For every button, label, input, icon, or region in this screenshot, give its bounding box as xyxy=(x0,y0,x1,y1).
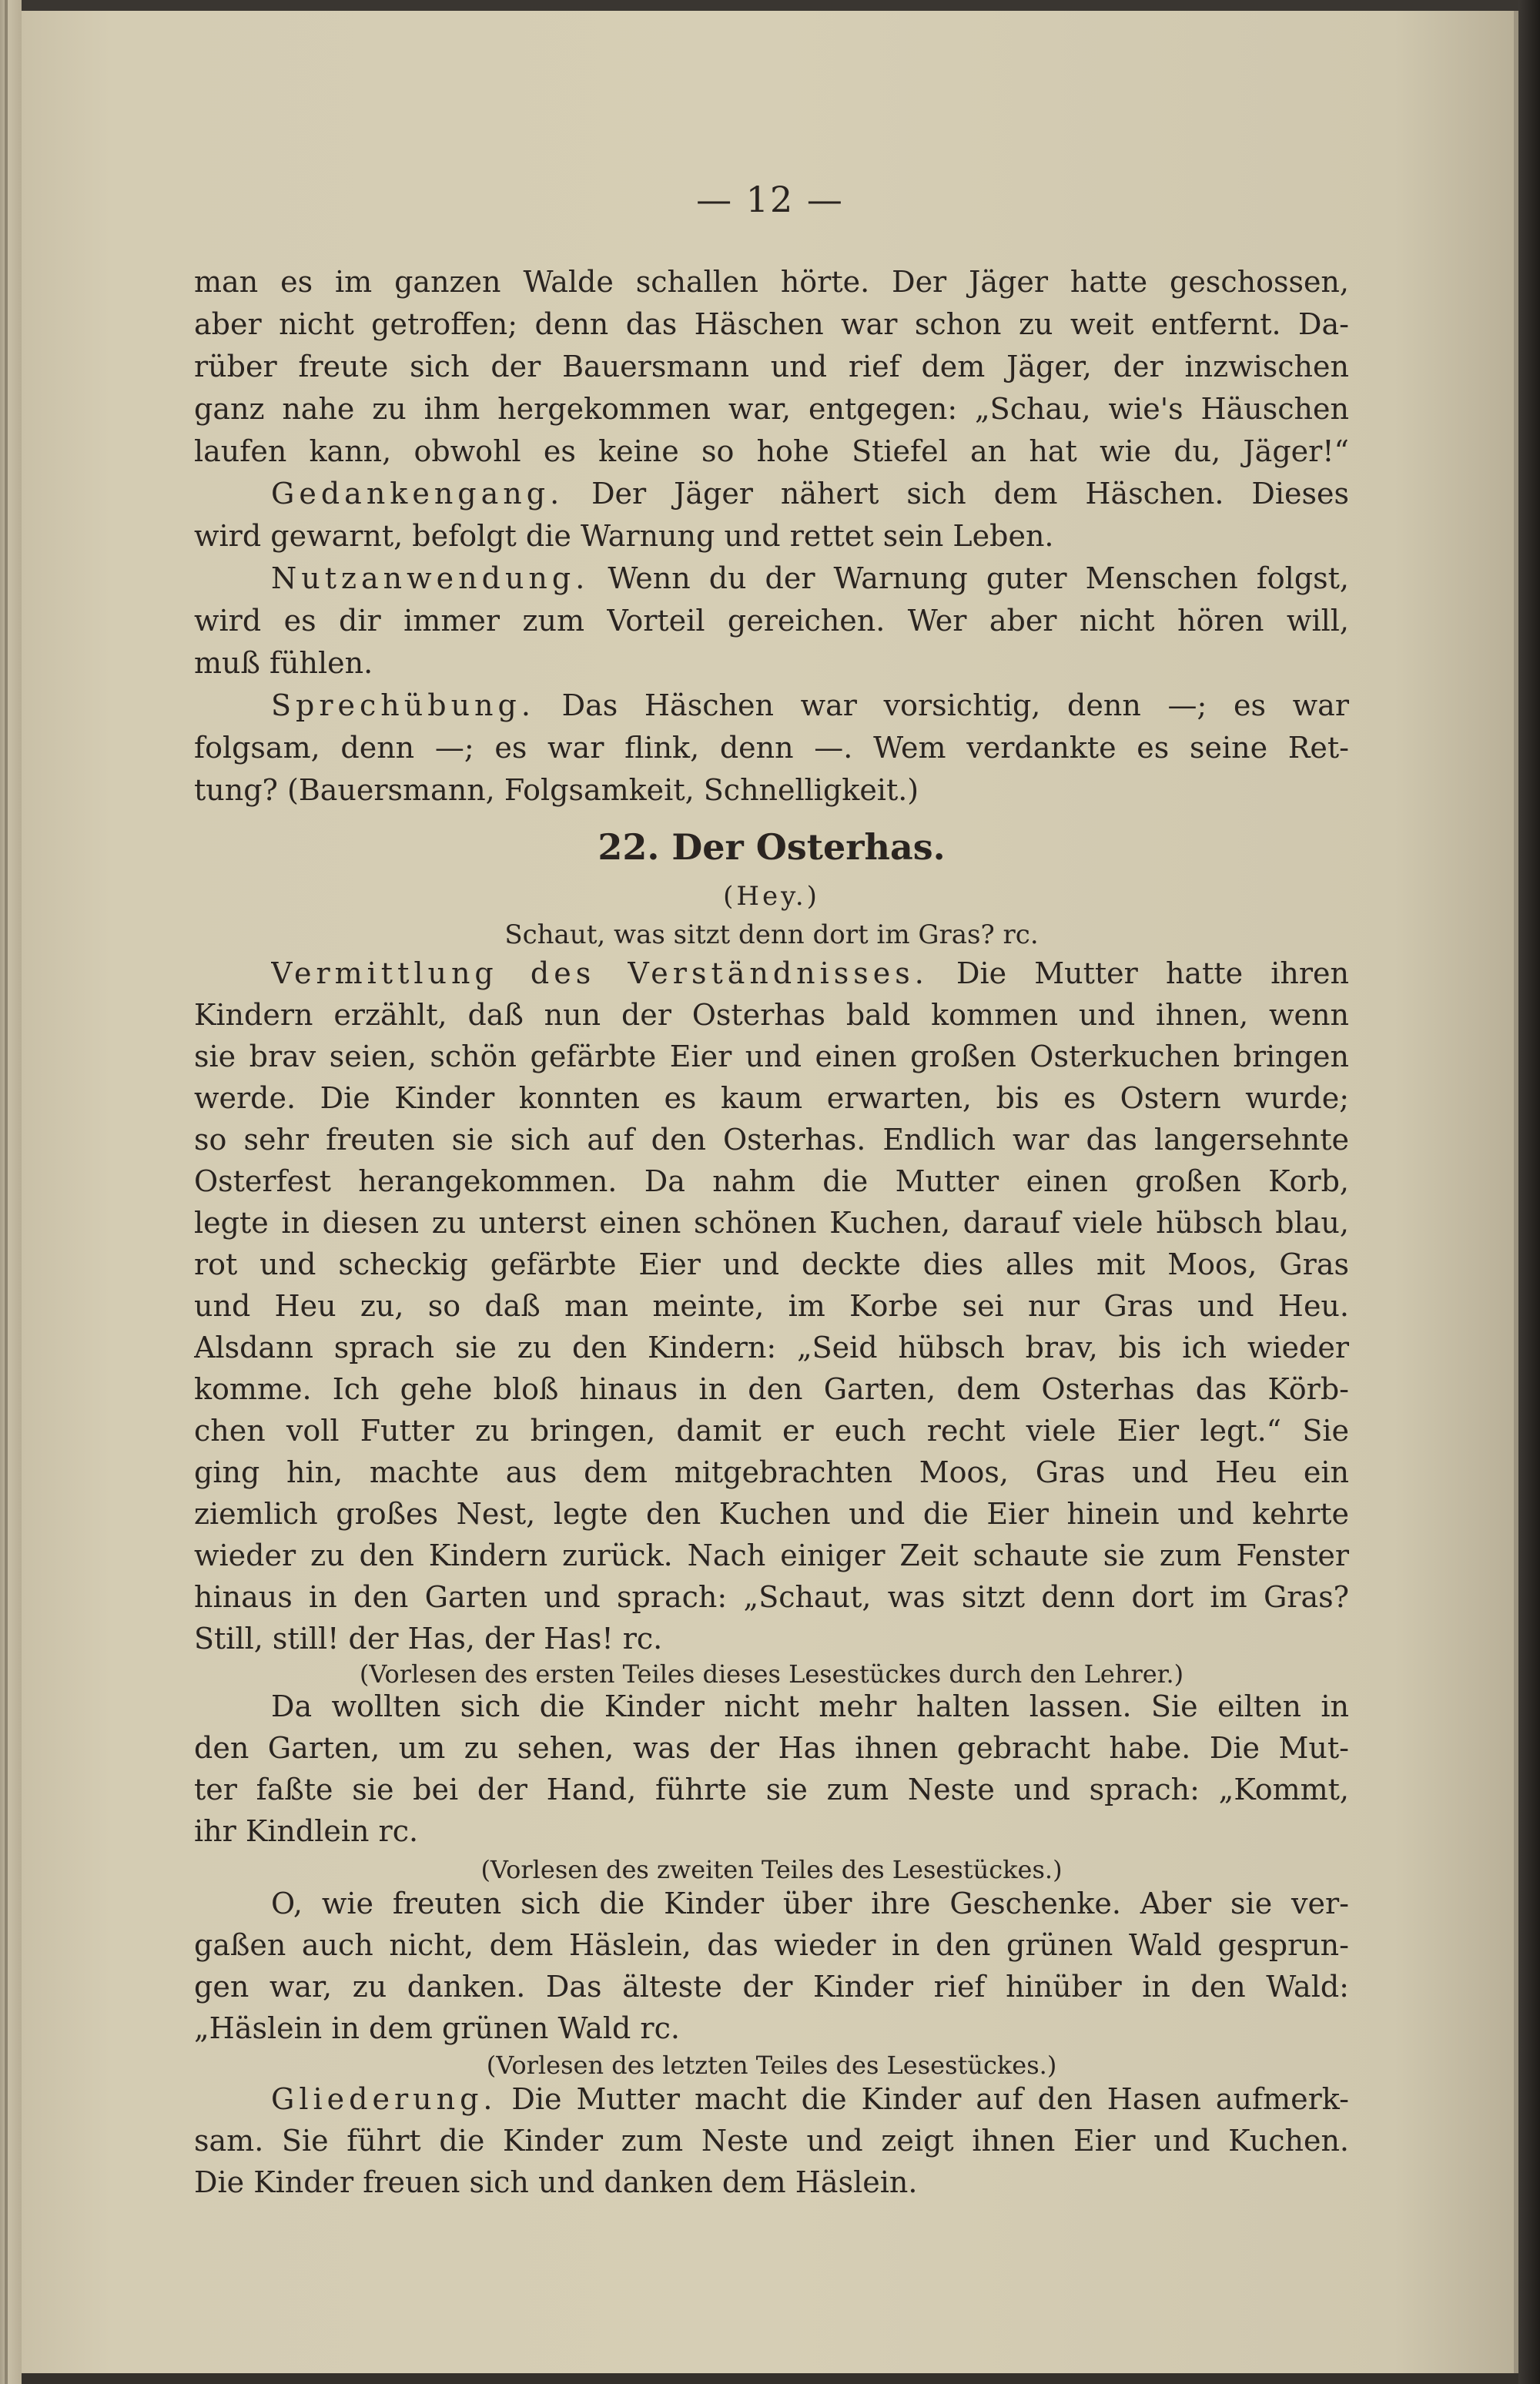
text-line: den Garten, um zu sehen, was der Has ihnen gebracht habe. Die Mut- xyxy=(194,1731,1349,1765)
page-stack-left-line xyxy=(5,0,8,2384)
text-line: legte in diesen zu unterst einen schönen Kuchen, darauf viele hübsch blau, xyxy=(194,1206,1349,1240)
text-span: Das Häschen war vorsichtig, denn —; es war xyxy=(534,688,1349,722)
text-line: folgsam, denn —; es war flink, denn —. Wem verdankte es seine Ret- xyxy=(194,731,1349,765)
page-stack-left-edge xyxy=(0,0,22,2384)
text-line: O, wie freuten sich die Kinder über ihre Geschenke. Aber sie ver- xyxy=(271,1887,1349,1920)
text-line: rüber freute sich der Bauersmann und rief dem Jäger, der inzwischen xyxy=(194,350,1349,383)
text-line: hinaus in den Garten und sprach: „Schaut, was sitzt denn dort im Gras? xyxy=(194,1580,1349,1614)
text-line: wird gewarnt, befolgt die Warnung und rettet sein Leben. xyxy=(194,519,1054,553)
reading-note-3: (Vorlesen des letzten Teiles des Lesestückes.) xyxy=(486,2051,1057,2080)
text-line: man es im ganzen Walde schallen hörte. Der Jäger hatte geschossen, xyxy=(194,265,1349,299)
text-span: Der Jäger nähert sich dem Häschen. Dieses xyxy=(564,477,1349,511)
text-line: Kindern erzählt, daß nun der Osterhas bald kommen und ihnen, wenn xyxy=(194,998,1349,1032)
text-line: Da wollten sich die Kinder nicht mehr halten lassen. Sie eilten in xyxy=(271,1689,1349,1723)
text-line: sam. Sie führt die Kinder zum Neste und zeigt ihnen Eier und Kuchen. xyxy=(194,2124,1349,2158)
text-line: Still, still! der Has, der Has! rc. xyxy=(194,1622,663,1656)
paragraph-gedankengang-first-line xyxy=(271,475,1349,512)
paragraph-sprechuebung-first-line xyxy=(271,687,1349,724)
text-line: tung? (Bauersmann, Folgsamkeit, Schnelligkeit.) xyxy=(194,773,919,807)
text-line: ziemlich großes Nest, legte den Kuchen und die Eier hinein und kehrte xyxy=(194,1497,1349,1531)
book-cover-right-edge xyxy=(1518,0,1540,2384)
text-line: muß fühlen. xyxy=(194,646,373,680)
text-line: werde. Die Kinder konnten es kaum erwarten, bis es Ostern wurde; xyxy=(194,1081,1349,1115)
text-line: und Heu zu, so daß man meinte, im Korbe sei nur Gras und Heu. xyxy=(194,1289,1349,1323)
section-label-gedankengang: Gedankengang. xyxy=(271,477,564,511)
text-span: Wenn du der Warnung guter Menschen folgst, xyxy=(589,561,1349,595)
text-span: Die Mutter hatte ihren xyxy=(928,956,1349,990)
section-label-gliederung: Gliederung. xyxy=(271,2082,497,2116)
text-line: Alsdann sprach sie zu den Kindern: „Seid hübsch brav, bis ich wieder xyxy=(194,1331,1349,1364)
section-label-nutzanwendung: Nutzanwendung. xyxy=(271,561,590,595)
binding-bottom-edge xyxy=(22,2373,1518,2384)
paragraph-nutzanwendung-first-line xyxy=(271,560,1349,597)
paragraph-vermittlung-first-line xyxy=(271,955,1349,992)
reading-note-1: (Vorlesen des ersten Teiles dieses Lesestückes durch den Lehrer.) xyxy=(359,1659,1184,1689)
page-number: — 12 — xyxy=(696,179,844,220)
text-line: ganz nahe zu ihm hergekommen war, entgegen: „Schau, wie's Häuschen xyxy=(194,392,1349,426)
text-line: gen war, zu danken. Das älteste der Kinder rief hinüber in den Wald: xyxy=(194,1970,1349,2004)
text-line: gaßen auch nicht, dem Häslein, das wieder in den grünen Wald gesprun- xyxy=(194,1928,1349,1962)
text-line: so sehr freuten sie sich auf den Osterhas. Endlich war das langersehnte xyxy=(194,1123,1349,1157)
text-line: Die Kinder freuen sich und danken dem Häslein. xyxy=(194,2165,918,2199)
paragraph-gliederung-first-line xyxy=(271,2081,1349,2118)
text-line: wird es dir immer zum Vorteil gereichen. Wer aber nicht hören will, xyxy=(194,604,1349,638)
text-line: Osterfest herangekommen. Da nahm die Mutter einen großen Korb, xyxy=(194,1164,1349,1198)
reading-note-2: (Vorlesen des zweiten Teiles des Lesestückes.) xyxy=(480,1855,1063,1884)
text-line: komme. Ich gehe bloß hinaus in den Garten, dem Osterhas das Körb- xyxy=(194,1372,1349,1406)
text-line: ging hin, machte aus dem mitgebrachten Moos, Gras und Heu ein xyxy=(194,1455,1349,1489)
section-author: (Hey.) xyxy=(723,881,820,912)
text-line: chen voll Futter zu bringen, damit er euch recht viele Eier legt.“ Sie xyxy=(194,1414,1349,1448)
section-title: 22. Der Osterhas. xyxy=(598,826,946,868)
text-line: ter faßte sie bei der Hand, führte sie zum Neste und sprach: „Kommt, xyxy=(194,1773,1349,1806)
text-line: wieder zu den Kindern zurück. Nach einiger Zeit schaute sie zum Fenster xyxy=(194,1539,1349,1572)
text-span: Die Mutter macht die Kinder auf den Hasen aufmerk- xyxy=(497,2082,1349,2116)
poem-incipit: Schaut, was sitzt denn dort im Gras? rc. xyxy=(504,919,1039,950)
text-line: ihr Kindlein rc. xyxy=(194,1814,419,1848)
text-line: aber nicht getroffen; denn das Häschen war schon zu weit entfernt. Da- xyxy=(194,307,1349,341)
text-line: rot und scheckig gefärbte Eier und deckte dies alles mit Moos, Gras xyxy=(194,1247,1349,1281)
text-line: laufen kann, obwohl es keine so hohe Stiefel an hat wie du, Jäger!“ xyxy=(194,434,1349,468)
text-line: sie brav seien, schön gefärbte Eier und einen großen Osterkuchen bringen xyxy=(194,1040,1349,1073)
section-label-sprechuebung: Sprechübung. xyxy=(271,688,535,722)
text-line: „Häslein in dem grünen Wald rc. xyxy=(194,2011,680,2045)
section-label-vermittlung: Vermittlung des Verständnisses. xyxy=(271,956,929,990)
